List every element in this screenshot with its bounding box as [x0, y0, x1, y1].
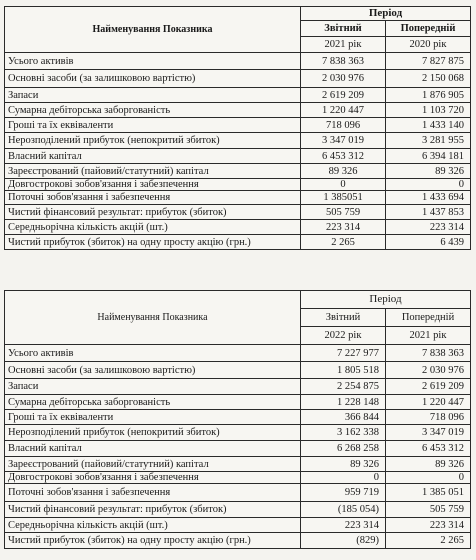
reporting-value: 505 759 [301, 205, 386, 220]
previous-value: 2 030 976 [386, 362, 471, 379]
row-label: Зареєстрований (пайовий/статутний) капітал [5, 164, 301, 179]
table-row [5, 518, 471, 533]
row-label: Середньорічна кількість акцій (шт.) [5, 518, 301, 533]
row-label: Основні засоби (за залишковою вартістю) [5, 362, 301, 379]
table-row [5, 53, 471, 70]
row-label: Запаси [5, 88, 301, 103]
previous-value: 1 433 694 [386, 191, 471, 205]
previous-value: 1 876 905 [386, 88, 471, 103]
reporting-value: 1 220 447 [301, 103, 386, 118]
table-row [5, 362, 471, 379]
table-row [5, 395, 471, 410]
previous-header: Попередній [386, 21, 471, 37]
table-row [5, 533, 471, 549]
previous-value: 3 347 019 [386, 425, 471, 441]
table-row [5, 205, 471, 220]
reporting-value: 2 619 209 [301, 88, 386, 103]
table-row [5, 502, 471, 518]
period-header: Період [301, 7, 471, 21]
row-label: Нерозподілений прибуток (непокритий збиток) [5, 425, 301, 441]
table-row [5, 410, 471, 425]
row-label: Поточні зобов'язання і забезпечення [5, 191, 301, 205]
row-label: Чистий прибуток (збиток) на одну просту акцію (грн.) [5, 235, 301, 250]
previous-value: 1 437 853 [386, 205, 471, 220]
previous-value: 89 326 [386, 164, 471, 179]
reporting-value: (829) [301, 533, 386, 549]
reporting-value: (185 054) [301, 502, 386, 518]
table-row [5, 191, 471, 205]
previous-value: 0 [386, 179, 471, 191]
table-row [5, 70, 471, 88]
previous-value: 1 220 447 [386, 395, 471, 410]
reporting-value: 223 314 [301, 518, 386, 533]
row-label: Сумарна дебіторська заборгованість [5, 395, 301, 410]
row-label: Нерозподілений прибуток (непокритий збиток) [5, 133, 301, 149]
reporting-value: 0 [301, 472, 386, 484]
reporting-value: 89 326 [301, 164, 386, 179]
row-label: Чистий фінансовий результат: прибуток (збиток) [5, 205, 301, 220]
previous-value: 6 439 [386, 235, 471, 250]
reporting-value: 89 326 [301, 457, 386, 472]
previous-year: 2021 рік [386, 327, 471, 345]
table-row [5, 149, 471, 164]
table-row [5, 472, 471, 484]
reporting-value: 718 096 [301, 118, 386, 133]
reporting-value: 7 838 363 [301, 53, 386, 70]
reporting-year: 2022 рік [301, 327, 386, 345]
reporting-value: 7 227 977 [301, 345, 386, 362]
row-label: Чистий прибуток (збиток) на одну просту акцію (грн.) [5, 533, 301, 549]
previous-value: 718 096 [386, 410, 471, 425]
financial-table-2022 [4, 290, 471, 549]
reporting-value: 1 228 148 [301, 395, 386, 410]
reporting-value: 2 030 976 [301, 70, 386, 88]
reporting-value: 6 453 312 [301, 149, 386, 164]
row-label: Запаси [5, 379, 301, 395]
indicator-name-header: Найменування Показника [5, 7, 301, 53]
row-label: Усього активів [5, 345, 301, 362]
previous-value: 3 281 955 [386, 133, 471, 149]
table-row [5, 103, 471, 118]
table-row [5, 457, 471, 472]
table-row [5, 164, 471, 179]
previous-year: 2020 рік [386, 37, 471, 53]
row-label: Власний капітал [5, 149, 301, 164]
reporting-value: 3 347 019 [301, 133, 386, 149]
previous-value: 1 433 140 [386, 118, 471, 133]
reporting-value: 1 805 518 [301, 362, 386, 379]
previous-value: 2 265 [386, 533, 471, 549]
reporting-value: 2 254 875 [301, 379, 386, 395]
row-label: Гроші та їх еквіваленти [5, 410, 301, 425]
reporting-value: 2 265 [301, 235, 386, 250]
previous-value: 505 759 [386, 502, 471, 518]
row-label: Сумарна дебіторська заборгованість [5, 103, 301, 118]
table-row [5, 484, 471, 502]
table-row [5, 88, 471, 103]
reporting-header: Звітний [301, 309, 386, 327]
reporting-value: 959 719 [301, 484, 386, 502]
row-label: Основні засоби (за залишковою вартістю) [5, 70, 301, 88]
previous-value: 2 150 068 [386, 70, 471, 88]
row-label: Поточні зобов'язання і забезпечення [5, 484, 301, 502]
previous-value: 7 827 875 [386, 53, 471, 70]
table-row [5, 118, 471, 133]
row-label: Чистий фінансовий результат: прибуток (збиток) [5, 502, 301, 518]
previous-value: 7 838 363 [386, 345, 471, 362]
reporting-value: 0 [301, 179, 386, 191]
financial-table-2021 [4, 6, 471, 250]
row-label: Зареєстрований (пайовий/статутний) капітал [5, 457, 301, 472]
reporting-year: 2021 рік [301, 37, 386, 53]
row-label: Довгострокові зобов'язання і забезпечення [5, 179, 301, 191]
table-row [5, 379, 471, 395]
reporting-value: 6 268 258 [301, 441, 386, 457]
row-label: Середньорічна кількість акцій (шт.) [5, 220, 301, 235]
previous-value: 2 619 209 [386, 379, 471, 395]
period-header: Період [301, 291, 471, 309]
table-row [5, 441, 471, 457]
previous-value: 89 326 [386, 457, 471, 472]
previous-value: 223 314 [386, 220, 471, 235]
row-label: Гроші та їх еквіваленти [5, 118, 301, 133]
reporting-value: 223 314 [301, 220, 386, 235]
previous-value: 1 103 720 [386, 103, 471, 118]
previous-value: 1 385 051 [386, 484, 471, 502]
table-row [5, 345, 471, 362]
row-label: Довгострокові зобов'язання і забезпечення [5, 472, 301, 484]
reporting-value: 366 844 [301, 410, 386, 425]
previous-value: 6 394 181 [386, 149, 471, 164]
previous-value: 6 453 312 [386, 441, 471, 457]
previous-value: 0 [386, 472, 471, 484]
row-label: Усього активів [5, 53, 301, 70]
table-row [5, 133, 471, 149]
reporting-value: 1 385051 [301, 191, 386, 205]
table-row [5, 235, 471, 250]
reporting-value: 3 162 338 [301, 425, 386, 441]
table-row [5, 179, 471, 191]
previous-header: Попередній [386, 309, 471, 327]
reporting-header: Звітний [301, 21, 386, 37]
table-row [5, 220, 471, 235]
previous-value: 223 314 [386, 518, 471, 533]
table-row [5, 425, 471, 441]
indicator-name-header: Найменування Показника [5, 291, 301, 345]
row-label: Власний капітал [5, 441, 301, 457]
